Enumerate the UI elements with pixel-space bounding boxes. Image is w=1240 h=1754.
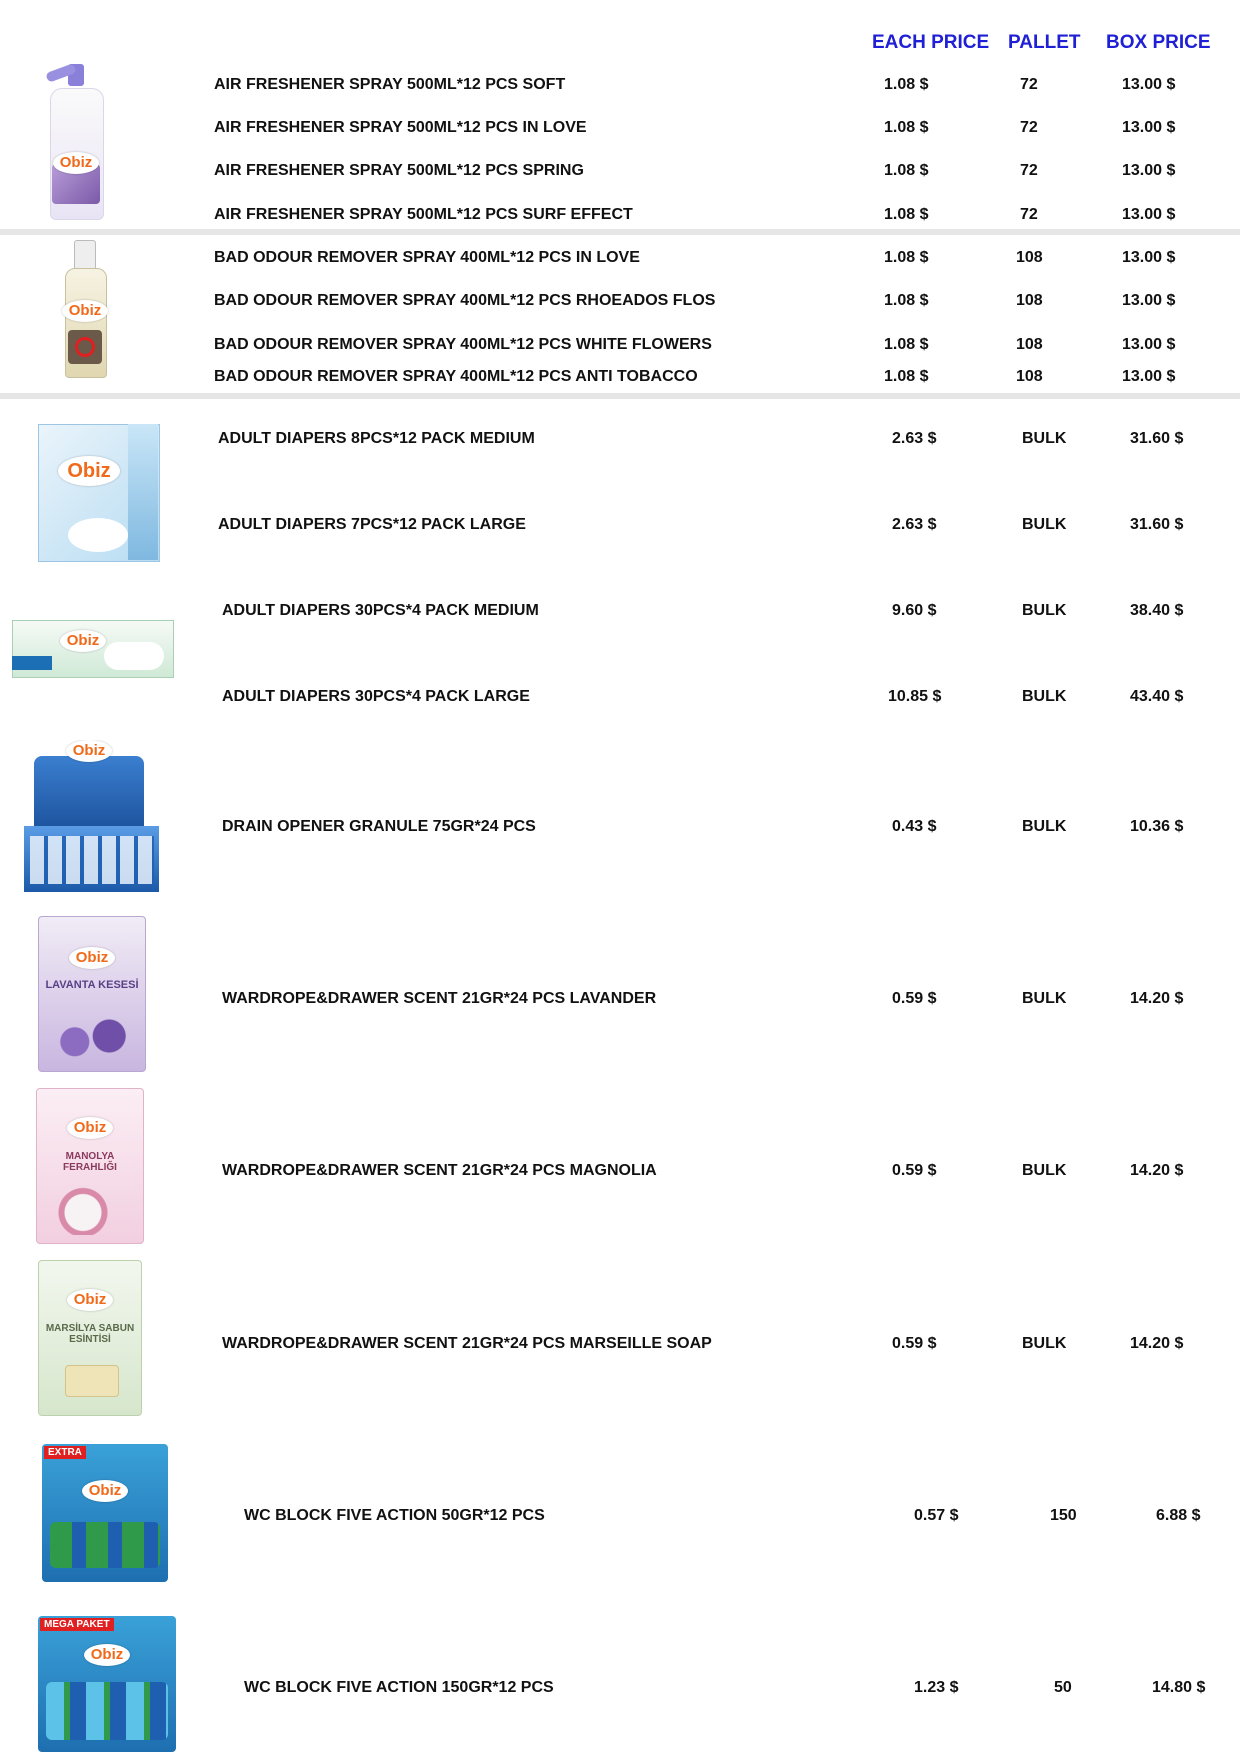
each-price: 1.08 $ — [884, 249, 929, 266]
each-price: 1.23 $ — [914, 1679, 959, 1696]
box-price: 31.60 $ — [1130, 430, 1184, 447]
pallet-quantity: BULK — [1022, 602, 1067, 619]
bad-odour-remover-spray-image — [60, 240, 110, 380]
pallet-quantity: 108 — [1016, 249, 1043, 266]
product-name: AIR FRESHENER SPRAY 500ML*12 PCS SOFT — [214, 76, 566, 93]
lavender-scent-image — [38, 916, 146, 1072]
pallet-quantity: 108 — [1016, 336, 1043, 353]
adult-diapers-8pcs-image — [28, 418, 173, 566]
brand-logo: Obiz — [66, 740, 112, 762]
product-name: ADULT DIAPERS 7PCS*12 PACK LARGE — [218, 516, 526, 533]
pallet-quantity: 108 — [1016, 368, 1043, 385]
pallet-quantity: BULK — [1022, 1335, 1067, 1352]
each-price: 0.43 $ — [892, 818, 937, 835]
box-price: 14.80 $ — [1152, 1679, 1206, 1696]
box-price: 13.00 $ — [1122, 292, 1176, 309]
product-name: BAD ODOUR REMOVER SPRAY 400ML*12 PCS IN LOVE — [214, 249, 640, 266]
each-price: 0.59 $ — [892, 1162, 937, 1179]
wc-block-150gr-image — [38, 1616, 176, 1752]
product-name: BAD ODOUR REMOVER SPRAY 400ML*12 PCS WHITE FLOWERS — [214, 336, 712, 353]
box-price: 13.00 $ — [1122, 162, 1176, 179]
magnolia-label: MANOLYA FERAHLIĞI — [63, 1151, 117, 1173]
pallet-quantity: 108 — [1016, 292, 1043, 309]
product-name: BAD ODOUR REMOVER SPRAY 400ML*12 PCS ANTI TOBACCO — [214, 368, 698, 385]
header-box-price: BOX PRICE — [1106, 32, 1211, 53]
brand-logo: Obiz — [84, 1644, 130, 1666]
magnolia-scent-image — [36, 1088, 144, 1244]
each-price: 1.08 $ — [884, 206, 929, 223]
box-price: 13.00 $ — [1122, 119, 1176, 136]
box-price: 14.20 $ — [1130, 1335, 1184, 1352]
box-price: 14.20 $ — [1130, 990, 1184, 1007]
product-name: WC BLOCK FIVE ACTION 150GR*12 PCS — [244, 1679, 554, 1696]
product-name: BAD ODOUR REMOVER SPRAY 400ML*12 PCS RHOEADOS FLOS — [214, 292, 716, 309]
pallet-quantity: 150 — [1050, 1507, 1077, 1524]
each-price: 0.59 $ — [892, 1335, 937, 1352]
each-price: 1.08 $ — [884, 162, 929, 179]
brand-logo: Obiz — [53, 152, 99, 174]
box-price: 13.00 $ — [1122, 249, 1176, 266]
each-price: 1.08 $ — [884, 119, 929, 136]
each-price: 9.60 $ — [892, 602, 937, 619]
extra-label: EXTRA — [44, 1446, 86, 1459]
brand-logo: Obiz — [60, 630, 106, 652]
marseille-soap-scent-image — [38, 1260, 142, 1416]
brand-logo: Obiz — [69, 947, 115, 969]
pallet-quantity: BULK — [1022, 688, 1067, 705]
each-price: 1.08 $ — [884, 368, 929, 385]
product-name: AIR FRESHENER SPRAY 500ML*12 PCS IN LOVE — [214, 119, 587, 136]
pallet-quantity: 72 — [1020, 206, 1038, 223]
each-price: 1.08 $ — [884, 292, 929, 309]
product-name: ADULT DIAPERS 30PCS*4 PACK LARGE — [222, 688, 530, 705]
box-price: 14.20 $ — [1130, 1162, 1184, 1179]
pallet-quantity: BULK — [1022, 818, 1067, 835]
mega-paket-label: MEGA PAKET — [40, 1618, 114, 1631]
brand-logo: Obiz — [62, 300, 108, 322]
brand-logo: Obiz — [58, 456, 120, 486]
marseille-label: MARSİLYA SABUN ESİNTİSİ — [45, 1323, 135, 1345]
pallet-quantity: BULK — [1022, 990, 1067, 1007]
product-name: WARDROPE&DRAWER SCENT 21GR*24 PCS MAGNOLIA — [222, 1162, 657, 1179]
each-price: 2.63 $ — [892, 516, 937, 533]
box-price: 38.40 $ — [1130, 602, 1184, 619]
pallet-quantity: BULK — [1022, 1162, 1067, 1179]
product-name: ADULT DIAPERS 30PCS*4 PACK MEDIUM — [222, 602, 539, 619]
header-pallet: PALLET — [1008, 32, 1081, 53]
pallet-quantity: BULK — [1022, 516, 1067, 533]
product-name: WARDROPE&DRAWER SCENT 21GR*24 PCS MARSEILLE SOAP — [222, 1335, 712, 1352]
drain-opener-image — [24, 740, 159, 898]
lavender-label: LAVANTA KESESİ — [45, 979, 139, 991]
brand-logo: Obiz — [67, 1117, 113, 1139]
pallet-quantity: 72 — [1020, 162, 1038, 179]
each-price: 0.59 $ — [892, 990, 937, 1007]
pallet-quantity: 50 — [1054, 1679, 1072, 1696]
product-name: ADULT DIAPERS 8PCS*12 PACK MEDIUM — [218, 430, 535, 447]
header-each-price: EACH PRICE — [872, 32, 990, 53]
product-name: WARDROPE&DRAWER SCENT 21GR*24 PCS LAVANDER — [222, 990, 657, 1007]
product-name: WC BLOCK FIVE ACTION 50GR*12 PCS — [244, 1507, 545, 1524]
adult-diapers-30pcs-image — [4, 612, 176, 682]
pallet-quantity: BULK — [1022, 430, 1067, 447]
box-price: 13.00 $ — [1122, 76, 1176, 93]
pallet-quantity: 72 — [1020, 76, 1038, 93]
each-price: 10.85 $ — [888, 688, 942, 705]
pallet-quantity: 72 — [1020, 119, 1038, 136]
product-name: AIR FRESHENER SPRAY 500ML*12 PCS SURF EFFECT — [214, 206, 633, 223]
each-price: 0.57 $ — [914, 1507, 959, 1524]
section-divider — [0, 229, 1240, 235]
brand-logo: Obiz — [82, 1480, 128, 1502]
box-price: 13.00 $ — [1122, 368, 1176, 385]
each-price: 1.08 $ — [884, 76, 929, 93]
box-price: 13.00 $ — [1122, 206, 1176, 223]
each-price: 1.08 $ — [884, 336, 929, 353]
wc-block-50gr-image — [42, 1444, 168, 1582]
box-price: 10.36 $ — [1130, 818, 1184, 835]
box-price: 13.00 $ — [1122, 336, 1176, 353]
product-name: AIR FRESHENER SPRAY 500ML*12 PCS SPRING — [214, 162, 584, 179]
box-price: 43.40 $ — [1130, 688, 1184, 705]
box-price: 6.88 $ — [1156, 1507, 1201, 1524]
product-name: DRAIN OPENER GRANULE 75GR*24 PCS — [222, 818, 536, 835]
section-divider — [0, 393, 1240, 399]
brand-logo: Obiz — [67, 1289, 113, 1311]
air-freshener-spray-image — [40, 64, 112, 224]
each-price: 2.63 $ — [892, 430, 937, 447]
box-price: 31.60 $ — [1130, 516, 1184, 533]
